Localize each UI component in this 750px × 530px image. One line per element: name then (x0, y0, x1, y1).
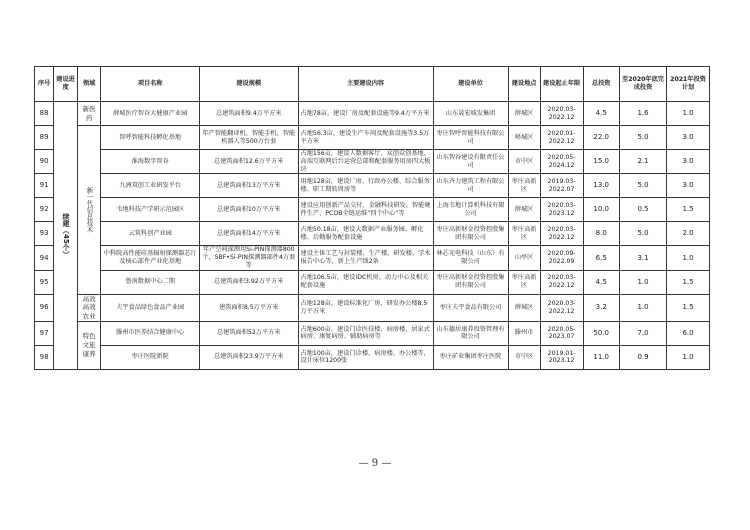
plan-investment: 2.0 (667, 222, 710, 246)
project-place: 市中区 (508, 150, 540, 174)
project-unit: 枣庄智呼智能科技有限公司 (433, 126, 508, 150)
project-unit: 枣庄高新财金投资控股集团有限公司 (433, 222, 508, 246)
project-name: 九洲双创工业研发平台 (101, 174, 200, 198)
row-number: 90 (35, 150, 54, 174)
project-table-container (34, 66, 710, 370)
project-period: 2020.01-2022.12 (540, 126, 583, 150)
total-investment: 50.0 (583, 321, 619, 345)
plan-investment: 1.5 (667, 270, 710, 294)
project-content: 建设主体工艺与封装楼、生产楼、研发楼、学术报告中心等，新上生产线2条 (298, 246, 433, 270)
project-scale: 总建筑面积13万平方米 (199, 174, 298, 198)
row-number: 94 (35, 246, 54, 270)
project-place: 峄城区 (508, 126, 540, 150)
completed-investment: 5.0 (619, 222, 666, 246)
total-investment: 11.0 (583, 345, 619, 369)
row-number: 93 (35, 222, 54, 246)
project-scale: 总建筑面积9.4万平方米 (199, 102, 298, 126)
total-investment: 10.0 (583, 198, 619, 222)
project-name: 淮海数字智谷 (101, 150, 200, 174)
row-number: 98 (35, 345, 54, 369)
project-unit: 枣庄夫宇食品有限公司 (433, 294, 508, 321)
project-unit: 林芯光电科技（山东）有限公司 (433, 246, 508, 270)
plan-investment: 1.0 (667, 345, 710, 369)
header-cell: 领域 (77, 67, 101, 102)
header-cell: 2021年投资计划 (667, 67, 710, 102)
table-row (35, 270, 710, 294)
project-scale: 总建筑面积12.6万平方米 (199, 150, 298, 174)
project-unit: 山东齐力建筑工程有限公司 (433, 174, 508, 198)
project-content: 占地78亩，建设厂房及配套设施等9.4万平方米 (298, 102, 433, 126)
completed-investment: 1.6 (619, 102, 666, 126)
project-content: 占地100亩，建设门诊楼、病房楼、办公楼等，设计床位1200张 (298, 345, 433, 369)
project-content: 占地156亩，建设人数据客厅、众创众创基地、高端互联网后台运营总部和配套服务用房四大板块 (298, 150, 433, 174)
project-place: 薛城区 (508, 102, 540, 126)
completed-investment: 3.1 (619, 246, 666, 270)
header-cell: 至2020年底完成投资 (619, 67, 666, 102)
header-cell: 建设起止年限 (540, 67, 583, 102)
project-content: 占地56.3亩，建设生产车间及配套设施等3.5万平方米 (298, 126, 433, 150)
project-period: 2020.03-2022.12 (540, 222, 583, 246)
project-name: 滕州市医养结合健康中心 (101, 321, 200, 345)
total-investment: 4.5 (583, 102, 619, 126)
project-place: 滕州市 (508, 321, 540, 345)
project-scale: 年产空间探测用Si-PIN探测器800个，SBF•Si-PIN探测器部件4万套等 (199, 246, 298, 270)
table-row (35, 246, 710, 270)
table-header-row (35, 67, 710, 102)
category-efficient-agriculture: 高效高效农业 (77, 294, 101, 321)
project-unit: 枣庄矿业集团枣庄医院 (433, 345, 508, 369)
plan-investment: 3.0 (667, 174, 710, 198)
project-name: 韦地科技产学研示范园区 (101, 198, 200, 222)
plan-investment: 1.0 (667, 246, 710, 270)
progress-group-label (54, 102, 78, 370)
project-scale: 建筑面积8.5万平方米 (199, 294, 298, 321)
project-content: 占地128亩，建设标准化厂房、研发办公楼8.5万平方米 (298, 294, 433, 321)
row-number: 88 (35, 102, 54, 126)
row-number: 91 (35, 174, 54, 198)
total-investment: 22.0 (583, 126, 619, 150)
total-investment: 3.2 (583, 294, 619, 321)
completed-investment: 0.5 (619, 198, 666, 222)
project-unit: 山东晟宏城发集团 (433, 102, 508, 126)
project-scale: 年产智能翻译机、智能手机、智能机器人等500万台套 (199, 126, 298, 150)
project-unit: 上海韦地计算机科技有限公司 (433, 198, 508, 222)
project-table (34, 66, 710, 370)
table-row (35, 294, 710, 321)
total-investment: 8.0 (583, 222, 619, 246)
project-place: 山亭区 (508, 246, 540, 270)
project-name: 智呼智能科技孵化基地 (101, 126, 200, 150)
completed-investment: 7.0 (619, 321, 666, 345)
completed-investment: 1.0 (619, 294, 666, 321)
page-number: — 9 — (358, 458, 392, 469)
row-number: 92 (35, 198, 54, 222)
completed-investment: 0.9 (619, 345, 666, 369)
plan-investment: 1.5 (667, 294, 710, 321)
project-place: 枣庄高新区 (508, 222, 540, 246)
project-scale: 总建筑面积14万平方米 (199, 222, 298, 246)
row-number: 89 (35, 126, 54, 150)
project-content: 建设应用创新产品交付、金融科技研发、智能硬件生产、PCOB全链运维“四个中心”等 (298, 198, 433, 222)
total-investment: 15.0 (583, 150, 619, 174)
project-place: 市中区 (508, 345, 540, 369)
table-row (35, 150, 710, 174)
table-row (35, 321, 710, 345)
plan-investment: 6.0 (667, 321, 710, 345)
project-period: 2020.03-2022.12 (540, 294, 583, 321)
project-period: 2020.05-2024.12 (540, 150, 583, 174)
header-cell: 建设规模 (199, 67, 298, 102)
progress-group-text: 续建（45个） (61, 213, 70, 258)
project-scale: 总建筑面积52万平方米 (199, 321, 298, 345)
completed-investment: 5.0 (619, 174, 666, 198)
table-row (35, 126, 710, 150)
header-cell: 总投资 (583, 67, 619, 102)
category-new-medicine: 新医药 (77, 102, 101, 126)
table-row (35, 198, 710, 222)
project-content: 占地600亩，建设门诊医技楼、病房楼、居家式病房、康复病房、辅助病房等 (298, 321, 433, 345)
project-place: 枣庄高新区 (508, 174, 540, 198)
project-period: 2020.03-2022.12 (540, 102, 583, 126)
header-cell: 主要建设内容 (298, 67, 433, 102)
project-scale: 总建筑面积10万平方米 (199, 198, 298, 222)
project-name: 云筑科创产业园 (101, 222, 200, 246)
header-cell: 建设地点 (508, 67, 540, 102)
project-period: 2020.09-2022.09 (540, 246, 583, 270)
table-row (35, 174, 710, 198)
table-row (35, 102, 710, 126)
plan-investment: 3.0 (667, 150, 710, 174)
project-period: 2019.01-2023.12 (540, 345, 583, 369)
header-cell: 建设单位 (433, 67, 508, 102)
row-number: 97 (35, 321, 54, 345)
project-content: 用地128亩，建设厂房、行政办公楼、综合服务楼、职工期转周房等 (298, 174, 433, 198)
project-unit: 山东智谷建设有限责任公司 (433, 150, 508, 174)
category-culture-tourism-health: 特色文旅康养 (77, 321, 101, 369)
table-row (35, 345, 710, 369)
project-place: 枣庄高新区 (508, 270, 540, 294)
project-place: 薛城区 (508, 294, 540, 321)
project-period: 2020.03-2023.12 (540, 198, 583, 222)
plan-investment: 3.0 (667, 126, 710, 150)
project-name: 夫宇食品绿色食品产业园 (101, 294, 200, 321)
project-name: 枣庄医院新院 (101, 345, 200, 369)
row-number: 95 (35, 270, 54, 294)
plan-investment: 1.0 (667, 102, 710, 126)
header-cell: 项目名称 (101, 67, 200, 102)
project-period: 2020.05-2023.07 (540, 321, 583, 345)
project-name: 中科院高性能硅基辐射探测器芯片及核心部件产业化基地 (101, 246, 200, 270)
project-period: 2020.03-2022.12 (540, 270, 583, 294)
completed-investment: 5.0 (619, 126, 666, 150)
project-period: 2019.03-2022.07 (540, 174, 583, 198)
total-investment: 4.5 (583, 270, 619, 294)
row-number: 96 (35, 294, 54, 321)
total-investment: 6.5 (583, 246, 619, 270)
project-scale: 总建筑面积3.92万平方米 (199, 270, 298, 294)
header-cell: 建设进度 (54, 67, 78, 102)
table-row (35, 222, 710, 246)
project-scale: 总建筑面积23.9万平方米 (199, 345, 298, 369)
header-cell: 序号 (35, 67, 54, 102)
plan-investment: 1.5 (667, 198, 710, 222)
project-content: 占地50.18亩，建设大数据产业服务园、孵化楼、后勤服务配套设施 (298, 222, 433, 246)
project-unit: 枣庄高新财金投资控股集团有限公司 (433, 270, 508, 294)
project-name: 鲁南数据中心二期 (101, 270, 200, 294)
project-content: 占地106.5亩，建设IDC机房、动力中心及相关配套设施 (298, 270, 433, 294)
category-next-gen-it (77, 126, 101, 295)
category-next-gen-it-text: 新一代信息技术 (85, 187, 94, 233)
project-place: 薛城区 (508, 198, 540, 222)
total-investment: 13.0 (583, 174, 619, 198)
completed-investment: 2.1 (619, 150, 666, 174)
project-name: 薛城医疗智谷大健康产业园 (101, 102, 200, 126)
completed-investment: 1.0 (619, 270, 666, 294)
project-unit: 山东德居康养投资管理有限公司 (433, 321, 508, 345)
